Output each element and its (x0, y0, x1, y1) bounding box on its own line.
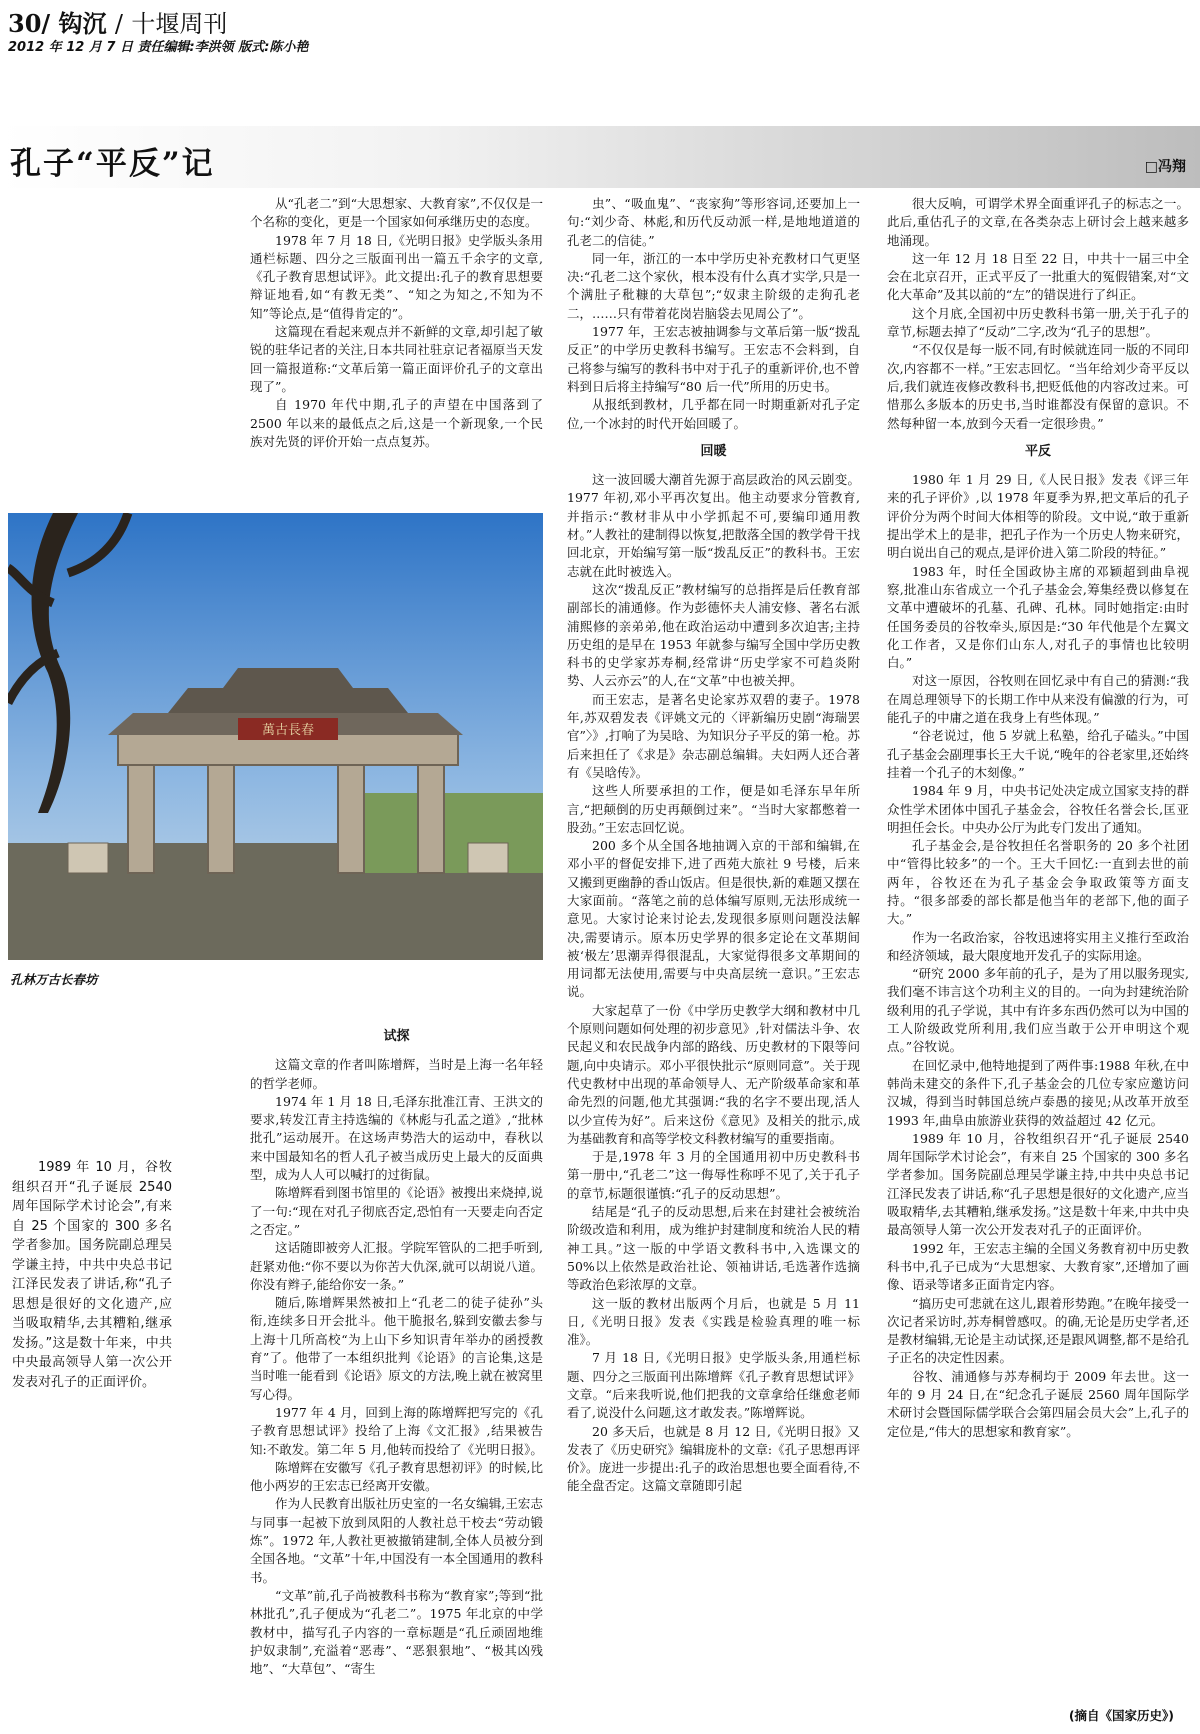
heading-shitan: 试探 (383, 1029, 410, 1044)
paragraph: 从“孔老二”到“大思想家、大教育家”,不仅仅是一个名称的变化，更是一个国家如何承继历史的态度。 (250, 196, 543, 230)
paragraph: 作为人民教育出版社历史室的一名女编辑,王宏志与同事一起被下放到凤阳的人教社总干校去“劳动锻炼”。1972 年,人教社更被撤销建制,全体人员被分到全国各地。“文革”十年,中国没有一本全国通用的教科书。 (250, 1496, 543, 1585)
paragraph: 而王宏志，是著名史论家苏双碧的妻子。1978 年,苏双碧发表《评姚文元的〈评新编历史剧“海瑞罢官”〉》,打响了为吴晗、为知识分子平反的第一枪。苏后来担任了《求是》杂志副总编辑。夫妇两人还合著有《吴晗传》。 (567, 691, 860, 780)
paragraph: 这一波回暖大潮首先源于高层政治的风云剧变。1977 年初,邓小平再次复出。他主动要求分管教育,并指示:“教材非从中小学抓起不可,要编印通用教材。”人教社的建制得以恢复,把散落全国的教学骨干找回北京，开始编写第一版“拨乱反正”的教科书。王宏志就在此时被选入。 (567, 472, 860, 579)
sidebar-quote (12, 1158, 172, 1392)
column-3 (887, 195, 1189, 1441)
article-author: □冯翔 (1144, 159, 1186, 175)
paragraph: 在回忆录中,他特地提到了两件事:1988 年秋,在中韩尚未建交的条件下,孔子基金会的几位专家应邀访问汉城，得到当时韩国总统卢泰愚的接见;从改革开放至 1993 年,曲阜由旅游业获得的效益超过 42 亿元。 (887, 1057, 1189, 1128)
paragraph: 孔子基金会,是谷牧担任名誉职务的 20 多个社团中“管得比较多”的一个。王大千回忆:一直到去世的前两年，谷牧还在为孔子基金会争取政策等方面支持。“很多部委的部长都是他当年的老部下,他的面子大。” (887, 838, 1189, 927)
section-name: 钩沉 (58, 9, 107, 38)
paragraph: 这些人所要承担的工作，便是如毛泽东早年所言,“把颠倒的历史再颠倒过来”。“当时大家都憋着一股劲。”王宏志回忆说。 (567, 783, 860, 835)
paragraph: 陈增辉看到图书馆里的《论语》被搜出来烧掉,说了一句:“现在对孔子彻底否定,恐怕有一天要走向否定之否定。” (250, 1185, 543, 1237)
paper-name: 十堰周刊 (131, 10, 228, 38)
paragraph: 谷牧、浦通修与苏寿桐均于 2009 年去世。这一年的 9 月 24 日,在“纪念孔子诞辰 2560 周年国际学术研讨会暨国际儒学联合会第四届会员大会”上,孔子的定位是,“伟大的思想家和教育家”。 (887, 1368, 1189, 1439)
paragraph: 很大反响，可谓学术界全面重评孔子的标志之一。此后,重估孔子的文章,在各类杂志上研讨会上越来越多地涌现。 (887, 196, 1189, 248)
paragraph: 1977 年 4 月，回到上海的陈增辉把写完的《孔子教育思想试评》投给了上海《文汇报》,结果被告知:不敢发。第二年 5 月,他转而投给了《光明日报》。 (250, 1404, 543, 1457)
paragraph: 1974 年 1 月 18 日,毛泽东批准江青、王洪文的要求,转发江青主持选编的《林彪与孔孟之道》,“批林批孔”运动展开。在这场声势浩大的运动中，春秋以来中国最知名的哲人孔子被当成历史上最大的反面典型，成为人人可以喊打的过街鼠。 (250, 1093, 543, 1183)
paragraph: 1989 年 10 月，谷牧组织召开“孔子诞辰 2540 周年国际学术讨论会”，有来自 25 个国家的 300 多名学者参加。国务院副总理吴学谦主持,中共中央总书记江泽民发表了讲话,称“孔子思想是很好的文化遗产,应当吸取精华,去其糟粕,继承发扬。”这是数十年来,中共中央最高领导人第一次公开发表对孔子的正面评价。 (887, 1130, 1189, 1238)
article-source: (摘自《国家历史》) (1068, 1708, 1174, 1723)
paragraph: 陈增辉在安徽写《孔子教育思想初评》的时候,比他小两岁的王宏志已经离开安徽。 (250, 1459, 543, 1494)
paragraph: 这一年 12 月 18 日至 22 日，中共十一届三中全会在北京召开，正式平反了一批重大的冤假错案,对“文化大革命”及其以前的“左”的错误进行了纠正。 (887, 250, 1189, 303)
paragraph: 这次“拨乱反正”教材编写的总指挥是后任教育部副部长的浦通修。作为彭德怀夫人浦安修、著名右派浦熙修的亲弟弟,他在政治运动中遭到多次迫害;主持历史组的是早在 1953 年就参与编写全国中学历史教科书的史学家苏寿桐,经常讲“历史学家不可趋炎附势、人云亦云”的人,在“文革”中也被关押。 (567, 581, 860, 689)
paragraph: 这一版的教材出版两个月后，也就是 5 月 11 日,《光明日报》发表《实践是检验真理的唯一标准》。 (567, 1295, 860, 1348)
paragraph: 从报纸到教材，几乎都在同一时期重新对孔子定位,一个冰封的时代开始回暖了。 (567, 397, 860, 431)
paragraph: 1984 年 9 月，中央书记处决定成立国家支持的群众性学术团体中国孔子基金会，谷牧任名誉会长,匡亚明担任会长。中央办公厅为此专门发出了通知。 (887, 783, 1189, 835)
masthead (8, 4, 227, 39)
article-photo (8, 513, 543, 960)
paragraph: 200 多个从全国各地抽调入京的干部和编辑,在邓小平的督促安排下,进了西苑大旅社 9 号楼，后来又搬到更幽静的香山饭店。但是很快,新的难题又摆在大家面前。“落笔之前的总体编写原则,无法形成统一意见。大家讨论来讨论去,发现很多原则问题没法解决,需要请示。原本历史学界的很多定论在文革期间被‘极左’思潮弄得很混乱，大家觉得很多文革期间的用词都无法使用,需要与中央高层统一意识。”王宏志说。 (567, 838, 860, 1000)
paragraph: 这话随即被旁人汇报。学院军管队的二把手听到,赶紧劝他:“你不要以为你苦大仇深,就可以胡说八道。你没有辫子,能给你安一条。” (250, 1240, 543, 1292)
paragraph: “搞历史可悲就在这儿,跟着形势跑。”在晚年接受一次记者采访时,苏寿桐曾感叹。的确,无论是历史学者,还是教材编辑,无论是主动试探,还是跟风调整,都不是给孔子正名的决定性因素。 (887, 1295, 1189, 1366)
paragraph: 7 月 18 日,《光明日报》史学版头条,用通栏标题、四分之三版面刊出陈增辉《孔子教育思想试评》文章。“后来我听说,他们把我的文章拿给任继愈老师看了,说没什么问题,这才敢发表。”陈增辉说。 (567, 1350, 860, 1421)
paragraph: 结尾是“孔子的反动思想,后来在封建社会被统治阶级改造和利用，成为维护封建制度和统治人民的精神工具。”这一版的中学语文教科书中,入选课文的 50%以上依然是政治社论、领袖讲话,毛选著作选摘等政治色彩浓厚的文章。 (567, 1204, 860, 1293)
paragraph: 虫”、“吸血鬼”、“丧家狗”等形容词,还要加上一句:“刘少奇、林彪,和历代反动派一样,是地地道道的孔老二的信徒。” (567, 196, 860, 248)
paragraph: 1978 年 7 月 18 日,《光明日报》史学版头条用通栏标题、四分之三版面刊出一篇五千余字的文章,《孔子教育思想试评》。此文提出:孔子的教育思想要辩证地看,如“有教无类”、“知之为知之,不知为不知”等论点,是“值得肯定的”。 (250, 232, 543, 321)
date-line: 2012 年 12 月 7 日 责任编辑:李洪领 版式:陈小艳 (8, 40, 309, 55)
heading-pingfan: 平反 (1024, 443, 1051, 459)
column-1-bottom (250, 1018, 543, 1678)
paragraph: 20 多天后，也就是 8 月 12 日,《光明日报》又发表了《历史研究》编辑庞朴的文章:《孔子思想再评价》。庞进一步提出:孔子的政治思想也要全面看待,不能全盘否定。这篇文章随即引起 (567, 1423, 860, 1494)
paragraph: “谷老说过，他 5 岁就上私塾，给孔子磕头。”中国孔子基金会副理事长王大千说,“晚年的谷老家里,还始终挂着一个孔子的木刻像。” (887, 728, 1189, 780)
article-title: 孔子“平反”记 (10, 146, 215, 182)
paragraph: “不仅仅是每一版不同,有时候就连同一版的不同印次,内容都不一样。”王宏志回忆。“当年给刘少奇平反以后,我们就连夜修改教科书,把贬低他的内容改过来。可惜那么多版本的历史书,当时谁都没有保留的意识。不然每种留一本,放到今天看一定很珍贵。” (887, 342, 1189, 431)
masthead-sep: / (114, 10, 123, 38)
paragraph: 这个月底,全国初中历史教科书第一册,关于孔子的章节,标题去掉了“反动”二字,改为“孔子的思想”。 (887, 305, 1189, 340)
paragraph: 大家起草了一份《中学历史教学大纲和教材中几个原则问题如何处理的初步意见》,针对儒法斗争、农民起义和农民战争内部的路线、历史教材的下限等问题,向中央请示。邓小平很快批示“原则同意”。关于现代史教材中出现的革命领导人、无产阶级革命家和革命先烈的问题,他尤其强调:“我的名字不要出现,活人以少宣传为好”。后来这份《意见》及相关的批示,成为基础教育和高等学校文科教材编写的重要指南。 (567, 1002, 860, 1146)
paragraph: 1980 年 1 月 29 日,《人民日报》发表《评三年来的孔子评价》,以 1978 年夏季为界,把文革后的孔子评价分为两个时间大体相等的阶段。文中说,“敢于重新提出学术上的是非，把孔子作为一个历史人物来研究，明白说出自己的观点,是评价进入第二阶段的特征。” (887, 472, 1189, 561)
paragraph: “研究 2000 多年前的孔子，是为了用以服务现实,我们毫不讳言这个功利主义的目的。一向为封建统治阶级利用的孔子学说，其中有许多东西仍然可以为中国的工人阶级政党所利用,我们应当敢于公开申明这个观点。”谷牧说。 (887, 966, 1189, 1055)
paragraph: 这篇文章的作者叫陈增辉，当时是上海一名年轻的哲学老师。 (250, 1057, 543, 1091)
page-number: 30/ (8, 9, 51, 38)
paragraph: 于是,1978 年 3 月的全国通用初中历史教科书第一册中,“孔老二”这一侮辱性称呼不见了,关于孔子的章节,标题很谨慎:“孔子的反动思想”。 (567, 1149, 860, 1201)
photo-caption: 孔林万古长春坊 (10, 972, 98, 987)
paragraph: 自 1970 年代中期,孔子的声望在中国落到了 2500 年以来的最低点之后,这是一个新现象,一个民族对先贤的评价开始一点点复苏。 (250, 397, 543, 449)
paragraph: 对这一原因，谷牧则在回忆录中有自己的猜测:“我在周总理领导下的长期工作中从来没有偏激的行为，可能孔子的中庸之道在我身上有些体现。” (887, 673, 1189, 726)
paragraph: 这篇现在看起来观点并不新鲜的文章,却引起了敏锐的驻华记者的关注,日本共同社驻京记者福原当天发回一篇报道称:“文革后第一篇正面评价孔子的文章出现了”。 (250, 324, 543, 394)
paragraph: 同一年，浙江的一本中学历史补充教材口气更坚决:“孔老二这个家伙，根本没有什么真才实学,只是一个满肚子秕糠的大草包”;“奴隶主阶级的走狗孔老二，……只有带着花岗岩脑袋去见周公了”。 (567, 250, 860, 321)
column-1-top (250, 195, 543, 451)
paragraph: 随后,陈增辉果然被扣上“孔老二的徒子徒孙”头衔,连续多日开会批斗。他干脆报名,躲到安徽去参与上海十几所高校“为上山下乡知识青年举办的函授教育”了。他带了一本组织批判《论语》的言论集,这是当时唯一能看到《论语》原文的方法,晚上就在被窝里写心得。 (250, 1295, 543, 1402)
heading-huinuan: 回暖 (700, 443, 727, 459)
sidebar-text: 1989 年 10 月，谷牧组织召开“孔子诞辰 2540 周年国际学术讨论会”,有来自 25 个国家的 300 多名学者参加。国务院副总理吴学谦主持，中共中央总书记江泽民发表了讲话,称“孔子思想是很好的文化遗产,应当吸取精华,去其糟粕,继承发扬。”这是数十年来，中共中央最高领导人第一次公开发表对孔子的正面评价。 (12, 1160, 172, 1390)
plaque-text: 萬古長春 (261, 723, 315, 738)
paragraph: 1992 年，王宏志主编的全国义务教育初中历史教科书中,孔子已成为“大思想家、大教育家”,还增加了画像、语录等诸多正面肯定内容。 (887, 1240, 1189, 1293)
paragraph: 作为一名政治家，谷牧迅速将实用主义推行至政治和经济领域，最大限度地开发孔子的实际用途。 (887, 929, 1189, 963)
column-2 (567, 195, 860, 1496)
paragraph: 1977 年，王宏志被抽调参与文革后第一版“拨乱反正”的中学历史教科书编写。王宏志不会料到，自己将参与编写的教科书中对于孔子的重新评价,也不曾料到日后将主持编写“80 后一代”所用的历史书。 (567, 324, 860, 394)
paragraph: 1983 年，时任全国政协主席的邓颖超到曲阜视察,批准山东省成立一个孔子基金会,筹集经费以修复在文革中遭破坏的孔墓、孔碑、孔林。同时她指定:由时任国务委员的谷牧牵头,原因是:“30 年代他是个左翼文化工作者，又是你们山东人,对孔子的事情也比较明白。” (887, 563, 1189, 671)
paragraph: “文革”前,孔子尚被教科书称为“教育家”;等到“批林批孔”,孔子便成为“孔老二”。1975 年北京的中学教材中，描写孔子内容的一章标题是“孔丘顽固地维护奴隶制”,充溢着“恶毒”、“恶狠狠地”、“极其凶残地”、“大草包”、“寄生 (250, 1587, 543, 1677)
